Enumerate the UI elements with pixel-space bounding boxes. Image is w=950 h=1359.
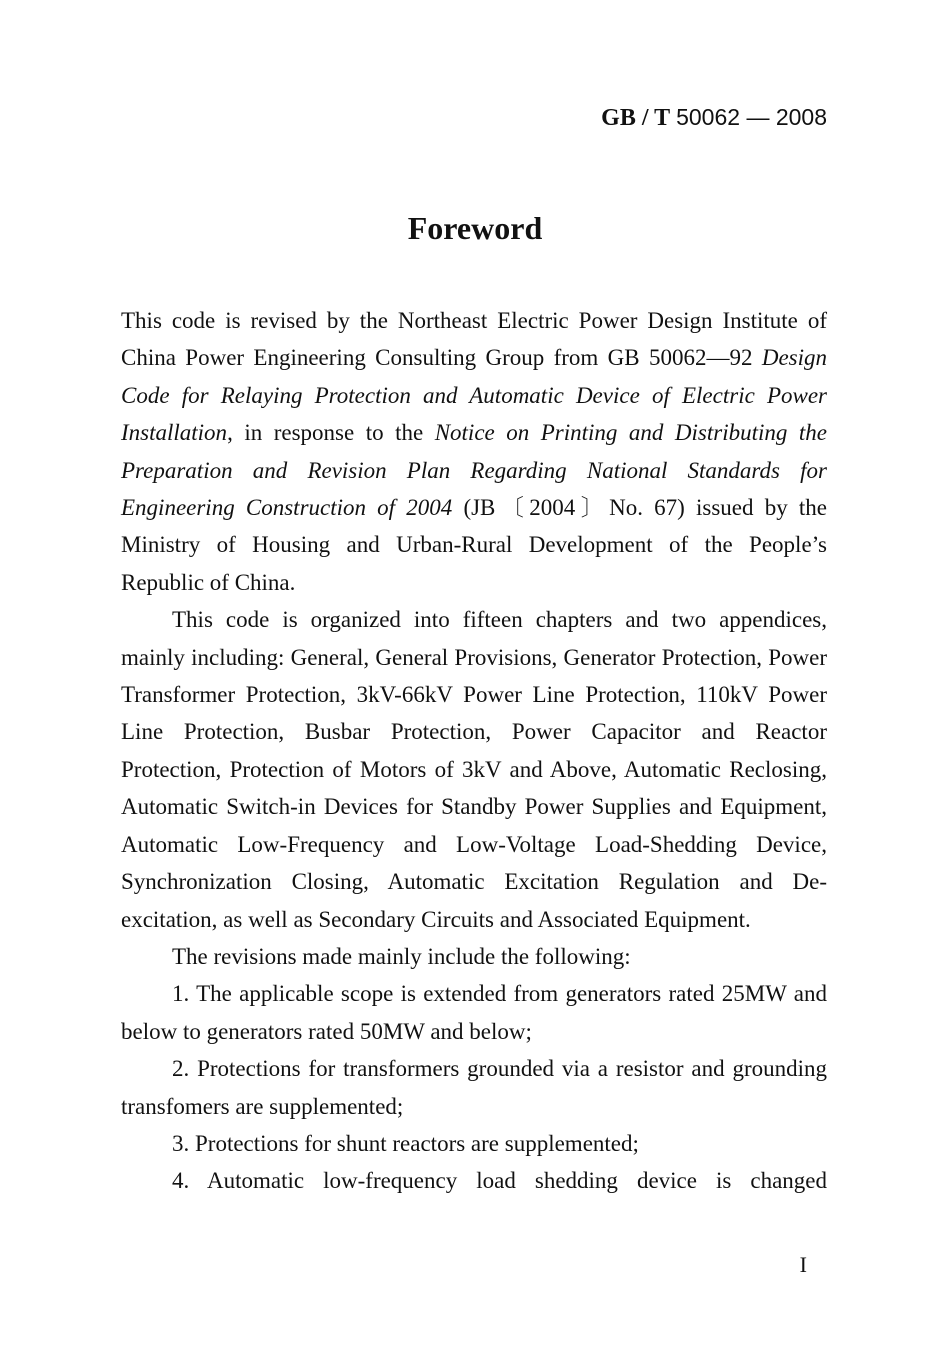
paragraph-revision-origin xyxy=(121,302,827,601)
revision-item-4: 4. Automatic low-frequency load shedding device is changed xyxy=(172,1168,827,1194)
standard-prefix: GB / T xyxy=(601,105,671,131)
revision-item-3: 3. Protections for shunt reactors are supplemented; xyxy=(172,1130,639,1156)
paragraph-organization: This code is organized into fifteen chapters and two appendices, mainly including: General, General Provisions, Generator Protection, Power Transformer Protection, 3kV-66kV Power Line Protection, 110kV Power Line Protection, Busbar Protection, Power Capacitor and Reactor Protection, Protection of Motors of 3kV and Above, Automatic Reclosing, Automatic Switch-in Devices for Standby Power Supplies and Equipment, Automatic Low-Frequency and Low-Voltage Load-Shedding Device, Synchronization Closing, Automatic Excitation Regulation and De-excitation, as well as Secondary Circuits and Associated Equipment. xyxy=(121,607,827,932)
paragraph-1-text-c: (JB〔2004〕No. 67) issued by the Ministry of Housing and Urban-Rural Development of the People’s Republic of China. xyxy=(121,495,827,595)
paragraph-1-text-a: This code is revised by the Northeast Electric Power Design Institute of China Power Engineering Consulting Group from GB 50062—92 xyxy=(121,308,827,371)
revision-item-2: 2. Protections for transformers grounded via a resistor and grounding transfomers are supplemented; xyxy=(121,1056,827,1119)
paragraph-1-text-b: , in response to the xyxy=(227,420,435,446)
revision-item-1: 1. The applicable scope is extended from generators rated 25MW and below to generators rated 50MW and below; xyxy=(121,981,827,1044)
standard-code-header xyxy=(601,100,827,135)
foreword-body xyxy=(121,302,827,1200)
page-number: I xyxy=(799,1252,807,1277)
paragraph-1-code-title: Design Code for Relaying Protection and Automatic Device of Electric Power Installation xyxy=(121,345,827,446)
paragraph-revisions-intro: The revisions made mainly include the following: xyxy=(172,943,631,969)
standard-number: 50062 — 2008 xyxy=(676,104,827,130)
page-title: Foreword xyxy=(407,210,543,246)
paragraph-1-notice-title: Notice on Printing and Distributing the Preparation and Revision Plan Regarding National Standards for Engineering Construction of 2004 xyxy=(121,420,827,521)
